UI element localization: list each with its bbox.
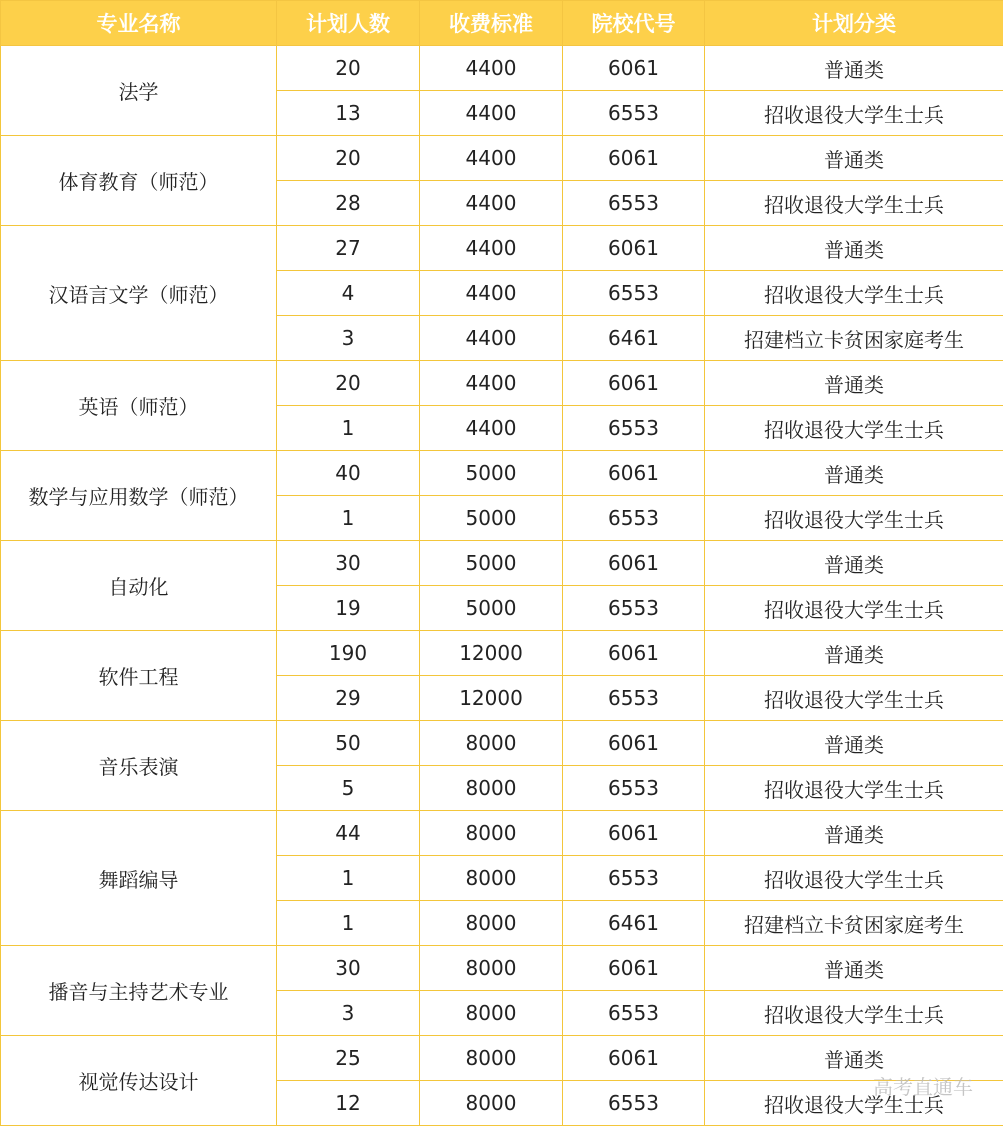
plan-count-cell: 1 xyxy=(277,901,420,946)
plan-count-cell: 28 xyxy=(277,181,420,226)
plan-category-cell: 招收退役大学生士兵 xyxy=(705,991,1003,1036)
table-row xyxy=(1,811,1003,856)
school-code-cell: 6553 xyxy=(563,91,705,136)
plan-count-cell: 20 xyxy=(277,361,420,406)
plan-count-cell: 44 xyxy=(277,811,420,856)
plan-count-cell: 5 xyxy=(277,766,420,811)
school-code-cell: 6553 xyxy=(563,766,705,811)
plan-category-cell: 招建档立卡贫困家庭考生 xyxy=(705,316,1003,361)
plan-category-cell: 招建档立卡贫困家庭考生 xyxy=(705,901,1003,946)
plan-category-cell: 招收退役大学生士兵 xyxy=(705,1081,1003,1126)
plan-category-cell: 招收退役大学生士兵 xyxy=(705,271,1003,316)
school-code-cell: 6061 xyxy=(563,811,705,856)
fee-cell: 5000 xyxy=(420,586,563,631)
major-name-cell: 数学与应用数学（师范） xyxy=(1,451,277,541)
fee-cell: 8000 xyxy=(420,946,563,991)
plan-count-cell: 1 xyxy=(277,496,420,541)
fee-cell: 5000 xyxy=(420,541,563,586)
plan-category-cell: 招收退役大学生士兵 xyxy=(705,406,1003,451)
school-code-cell: 6553 xyxy=(563,856,705,901)
fee-cell: 8000 xyxy=(420,901,563,946)
major-name-cell: 视觉传达设计 xyxy=(1,1036,277,1126)
fee-cell: 4400 xyxy=(420,226,563,271)
plan-count-cell: 27 xyxy=(277,226,420,271)
fee-cell: 8000 xyxy=(420,856,563,901)
fee-cell: 8000 xyxy=(420,811,563,856)
fee-cell: 4400 xyxy=(420,181,563,226)
plan-category-cell: 招收退役大学生士兵 xyxy=(705,181,1003,226)
table-row xyxy=(1,946,1003,991)
school-code-cell: 6553 xyxy=(563,1081,705,1126)
school-code-cell: 6553 xyxy=(563,991,705,1036)
plan-count-cell: 3 xyxy=(277,991,420,1036)
fee-cell: 4400 xyxy=(420,316,563,361)
plan-count-cell: 29 xyxy=(277,676,420,721)
school-code-cell: 6061 xyxy=(563,226,705,271)
table-row xyxy=(1,136,1003,181)
fee-cell: 4400 xyxy=(420,406,563,451)
plan-category-cell: 普通类 xyxy=(705,946,1003,991)
plan-category-cell: 招收退役大学生士兵 xyxy=(705,586,1003,631)
header-category: 计划分类 xyxy=(705,1,1003,46)
major-name-cell: 播音与主持艺术专业 xyxy=(1,946,277,1036)
major-name-cell: 音乐表演 xyxy=(1,721,277,811)
fee-cell: 4400 xyxy=(420,136,563,181)
table-row xyxy=(1,721,1003,766)
plan-count-cell: 19 xyxy=(277,586,420,631)
fee-cell: 8000 xyxy=(420,1036,563,1081)
major-name-cell: 体育教育（师范） xyxy=(1,136,277,226)
school-code-cell: 6061 xyxy=(563,541,705,586)
school-code-cell: 6553 xyxy=(563,586,705,631)
table-row xyxy=(1,361,1003,406)
plan-category-cell: 普通类 xyxy=(705,631,1003,676)
fee-cell: 5000 xyxy=(420,451,563,496)
header-code: 院校代号 xyxy=(563,1,705,46)
plan-count-cell: 20 xyxy=(277,46,420,91)
plan-category-cell: 普通类 xyxy=(705,811,1003,856)
major-name-cell: 汉语言文学（师范） xyxy=(1,226,277,361)
school-code-cell: 6553 xyxy=(563,676,705,721)
school-code-cell: 6061 xyxy=(563,946,705,991)
plan-count-cell: 4 xyxy=(277,271,420,316)
school-code-cell: 6061 xyxy=(563,451,705,496)
plan-category-cell: 招收退役大学生士兵 xyxy=(705,676,1003,721)
fee-cell: 5000 xyxy=(420,496,563,541)
fee-cell: 4400 xyxy=(420,361,563,406)
school-code-cell: 6553 xyxy=(563,181,705,226)
fee-cell: 8000 xyxy=(420,721,563,766)
school-code-cell: 6553 xyxy=(563,496,705,541)
plan-count-cell: 1 xyxy=(277,406,420,451)
table-row xyxy=(1,451,1003,496)
plan-category-cell: 普通类 xyxy=(705,1036,1003,1081)
header-fee: 收费标准 xyxy=(420,1,563,46)
table-row xyxy=(1,631,1003,676)
plan-category-cell: 普通类 xyxy=(705,721,1003,766)
fee-cell: 4400 xyxy=(420,271,563,316)
fee-cell: 8000 xyxy=(420,1081,563,1126)
major-name-cell: 自动化 xyxy=(1,541,277,631)
plan-category-cell: 普通类 xyxy=(705,46,1003,91)
school-code-cell: 6061 xyxy=(563,46,705,91)
school-code-cell: 6061 xyxy=(563,721,705,766)
plan-count-cell: 30 xyxy=(277,541,420,586)
plan-category-cell: 招收退役大学生士兵 xyxy=(705,91,1003,136)
plan-category-cell: 普通类 xyxy=(705,226,1003,271)
school-code-cell: 6461 xyxy=(563,316,705,361)
table-row xyxy=(1,46,1003,91)
fee-cell: 8000 xyxy=(420,766,563,811)
header-major: 专业名称 xyxy=(1,1,277,46)
plan-count-cell: 50 xyxy=(277,721,420,766)
plan-category-cell: 普通类 xyxy=(705,361,1003,406)
watermark-text: 高考直通车 xyxy=(873,1075,973,1099)
fee-cell: 8000 xyxy=(420,991,563,1036)
school-code-cell: 6061 xyxy=(563,1036,705,1081)
plan-count-cell: 40 xyxy=(277,451,420,496)
fee-cell: 12000 xyxy=(420,676,563,721)
table-header-row xyxy=(1,1,1003,46)
fee-cell: 4400 xyxy=(420,91,563,136)
plan-count-cell: 25 xyxy=(277,1036,420,1081)
school-code-cell: 6061 xyxy=(563,631,705,676)
major-name-cell: 舞蹈编导 xyxy=(1,811,277,946)
major-name-cell: 软件工程 xyxy=(1,631,277,721)
plan-count-cell: 1 xyxy=(277,856,420,901)
plan-count-cell: 190 xyxy=(277,631,420,676)
plan-count-cell: 20 xyxy=(277,136,420,181)
plan-count-cell: 13 xyxy=(277,91,420,136)
plan-category-cell: 普通类 xyxy=(705,541,1003,586)
plan-category-cell: 普通类 xyxy=(705,136,1003,181)
fee-cell: 12000 xyxy=(420,631,563,676)
major-name-cell: 法学 xyxy=(1,46,277,136)
table-row xyxy=(1,226,1003,271)
plan-count-cell: 3 xyxy=(277,316,420,361)
school-code-cell: 6461 xyxy=(563,901,705,946)
school-code-cell: 6553 xyxy=(563,271,705,316)
school-code-cell: 6553 xyxy=(563,406,705,451)
plan-count-cell: 12 xyxy=(277,1081,420,1126)
plan-category-cell: 招收退役大学生士兵 xyxy=(705,856,1003,901)
plan-count-cell: 30 xyxy=(277,946,420,991)
plan-category-cell: 普通类 xyxy=(705,451,1003,496)
plan-category-cell: 招收退役大学生士兵 xyxy=(705,766,1003,811)
fee-cell: 4400 xyxy=(420,46,563,91)
table-row xyxy=(1,541,1003,586)
header-count: 计划人数 xyxy=(277,1,420,46)
school-code-cell: 6061 xyxy=(563,136,705,181)
plan-category-cell: 招收退役大学生士兵 xyxy=(705,496,1003,541)
table-row xyxy=(1,1036,1003,1081)
table-body xyxy=(1,46,1003,1126)
school-code-cell: 6061 xyxy=(563,361,705,406)
major-name-cell: 英语（师范） xyxy=(1,361,277,451)
